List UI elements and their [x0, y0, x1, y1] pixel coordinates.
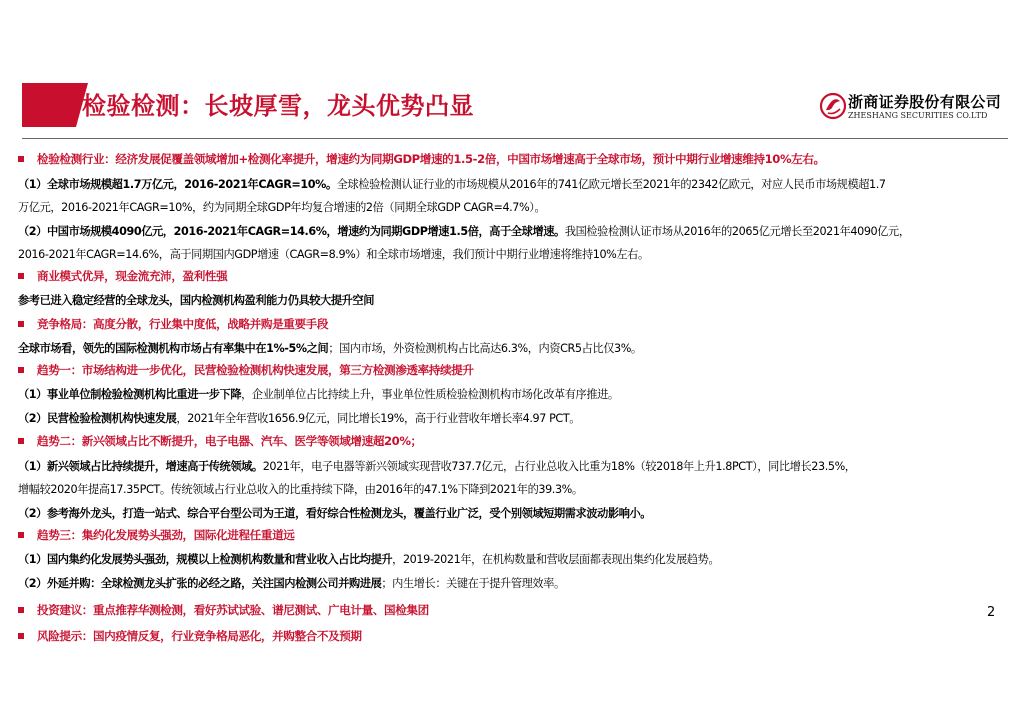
slide-header: [0, 0, 1024, 150]
bullet-square-icon: [18, 438, 24, 444]
logo-english-name: ZHESHANG SECURITIES CO.LTD: [848, 111, 988, 120]
bullet-square-icon: [18, 273, 24, 279]
bullet-square-icon: [18, 607, 24, 613]
bullet-business-model: 商业模式优异，现金流充沛，盈利性强: [18, 270, 227, 283]
page-number: 2: [987, 605, 996, 620]
paragraph-line: （1）新兴领域占比持续提升，增速高于传统领域。2021年，电子电器等新兴领域实现营收737.7亿元，占行业总收入比重为18%（较2018年上升1.8PCT），同比增长23.5%，: [18, 460, 856, 473]
bullet-square-icon: [18, 367, 24, 373]
bullet-trend-2: 趋势二：新兴领域占比不断提升，电子电器、汽车、医学等领域增速超20%；: [18, 435, 422, 448]
bullet-square-icon: [18, 156, 24, 162]
company-logo: [818, 91, 1008, 127]
paragraph-line: （2）外延并购：全球检测龙头扩张的必经之路，关注国内检测公司并购进展；内生增长：关键在于提升管理效率。: [18, 577, 565, 590]
page-title: 检验检测：长坡厚雪，龙头优势凸显: [82, 92, 474, 120]
bullet-square-icon: [18, 532, 24, 538]
bullet-industry: 检验检测行业：经济发展促覆盖领域增加+检测化率提升，增速约为同期GDP增速的1.5-2倍，中国市场增速高于全球市场，预计中期行业增速维持10%左右。: [18, 153, 825, 166]
paragraph-line: （1）全球市场规模超1.7万亿元，2016-2021年CAGR=10%。全球检验检测认证行业的市场规模从2016年的741亿欧元增长至2021年的2342亿欧元，对应人民币市场规模超1.7: [18, 178, 886, 191]
paragraph-line: （1）事业单位制检验检测机构比重进一步下降，企业制单位占比持续上升，事业单位性质检验检测机构市场化改革有序推进。: [18, 388, 619, 401]
paragraph-line: 增幅较2020年提高17.35PCT。传统领域占行业总收入的比重持续下降，由2016年的47.1%下降到2021年的39.3%。: [18, 483, 583, 496]
bullet-trend-1: 趋势一：市场结构进一步优化，民营检验检测机构快速发展，第三方检测渗透率持续提升: [18, 364, 474, 377]
paragraph-line: 参考已进入稳定经营的全球龙头，国内检测机构盈利能力仍具较大提升空间: [18, 294, 374, 307]
paragraph-line: 万亿元，2016-2021年CAGR=10%，约为同期全球GDP年均复合增速的2倍（同期全球GDP CAGR=4.7%）。: [18, 201, 546, 214]
paragraph-line: （2）中国市场规模4090亿元，2016-2021年CAGR=14.6%，增速约为同期GDP增速1.5倍，高于全球增速。我国检验检测认证市场从2016年的2065亿元增长至2021年4090亿元，: [18, 225, 910, 238]
bullet-risk: 风险提示：国内疫情反复，行业竞争格局恶化，并购整合不及预期: [18, 630, 362, 643]
bullet-competition: 竞争格局：高度分散，行业集中度低，战略并购是重要手段: [18, 318, 328, 331]
bullet-square-icon: [18, 321, 24, 327]
paragraph-line: 2016-2021年CAGR=14.6%，高于同期国内GDP增速（CAGR=8.9%）和全球市场增速，我们预计中期行业增速将维持10%左右。: [18, 248, 649, 261]
paragraph-line: （1）国内集约化发展势头强劲，规模以上检测机构数量和营业收入占比均提升，2019-2021年，在机构数量和营收层面都表现出集约化发展趋势。: [18, 553, 720, 566]
bullet-investment: 投资建议：重点推荐华测检测，看好苏试试验、谱尼测试、广电计量、国检集团: [18, 604, 429, 617]
paragraph-line: （2）民营检验检测机构快速发展，2021年全年营收1656.9亿元，同比增长19%，高于行业营收年增长率4.97 PCT。: [18, 412, 581, 425]
paragraph-line: （2）参考海外龙头，打造一站式、综合平台型公司为王道，看好综合性检测龙头，覆盖行业广泛，受个别领域短期需求波动影响小。: [18, 507, 652, 520]
logo-chinese-name: 浙商证券股份有限公司: [848, 93, 1002, 111]
header-divider: [22, 138, 1008, 139]
paragraph-line: 全球市场看，领先的国际检测机构市场占有率集中在1%-5%之间；国内市场，外资检测机构占比高达6.3%，内资CR5占比仅3%。: [18, 342, 642, 355]
title-accent-bar: [22, 83, 76, 127]
zheshang-logo-icon: [818, 91, 848, 121]
bullet-trend-3: 趋势三：集约化发展势头强劲，国际化进程任重道远: [18, 529, 294, 542]
bullet-square-icon: [18, 633, 24, 639]
